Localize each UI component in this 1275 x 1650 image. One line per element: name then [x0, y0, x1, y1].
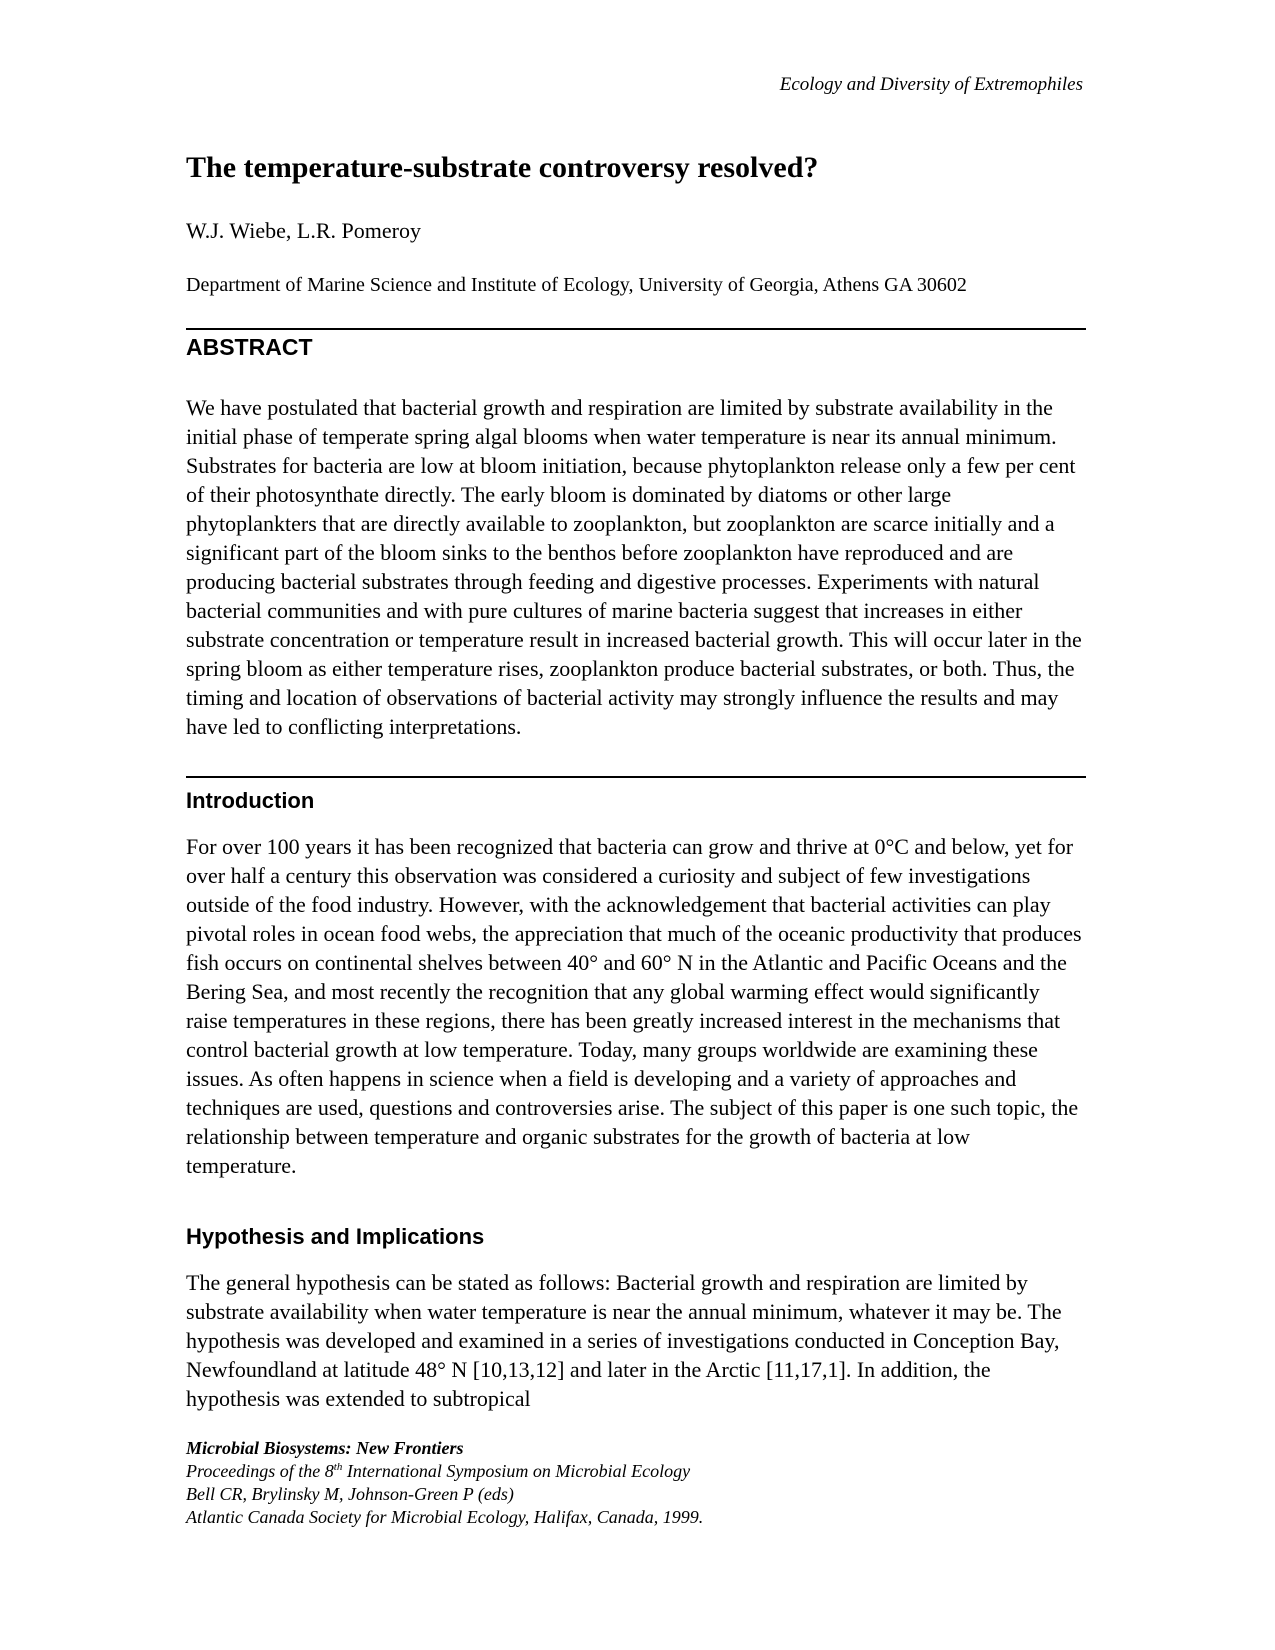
- hypothesis-heading: Hypothesis and Implications: [186, 1224, 485, 1249]
- publication-footer: [186, 1437, 703, 1529]
- affiliation: Department of Marine Science and Institute of Ecology, University of Georgia, Athens GA 30602: [186, 274, 967, 296]
- ordinal-superscript: th: [333, 1461, 343, 1473]
- authors: W.J. Wiebe, L.R. Pomeroy: [186, 218, 421, 243]
- introduction-heading: Introduction: [186, 788, 315, 813]
- proceedings-line: [186, 1460, 703, 1483]
- abstract-heading: ABSTRACT: [186, 334, 313, 360]
- abstract-text: We have postulated that bacterial growth and respiration are limited by substrate availability in the initial phase of temperate spring algal blooms when water temperature is near its annual minimum. Substrates for bacteria are low at bloom initiation, because phytoplankton release only a few per cent of their photosynthate directly. The early bloom is dominated by diatoms or other large phytoplankters that are directly available to zooplankton, but zooplankton are scarce initially and a significant part of the bloom sinks to the benthos before zooplankton have reproduced and are producing bacterial substrates through feeding and digestive processes. Experiments with natural bacterial communities and with pure cultures of marine bacteria suggest that increases in either substrate concentration or temperature result in increased bacterial growth. This will occur later in the spring bloom as either temperature rises, zooplankton produce bacterial substrates, or both. Thus, the timing and location of observations of bacterial activity may strongly influence the results and may have led to conflicting interpretations.: [186, 395, 1082, 739]
- hypothesis-text: The general hypothesis can be stated as follows: Bacterial growth and respiration are limited by substrate availability when water temperature is near the annual minimum, whatever it may be. The hypothesis was developed and examined in a series of investigations conducted in Conception Bay, Newfoundland at latitude 48° N [10,13,12] and later in the Arctic [11,17,1]. In addition, the hypothesis was extended to subtropical: [186, 1270, 1062, 1411]
- abstract-bottom-rule: [186, 776, 1086, 778]
- editors-line: Bell CR, Brylinsky M, Johnson-Green P (eds): [186, 1484, 514, 1504]
- proceedings-before: Proceedings of the 8: [186, 1461, 334, 1481]
- publisher-line: Atlantic Canada Society for Microbial Ecology, Halifax, Canada, 1999.: [186, 1507, 704, 1527]
- book-title: Microbial Biosystems: New Frontiers: [186, 1438, 464, 1458]
- running-header: Ecology and Diversity of Extremophiles: [779, 74, 1083, 95]
- proceedings-after: International Symposium on Microbial Ecology: [342, 1461, 691, 1481]
- paper-title: The temperature-substrate controversy resolved?: [186, 151, 819, 184]
- abstract-top-rule: [186, 328, 1086, 330]
- introduction-text: For over 100 years it has been recognized that bacteria can grow and thrive at 0°C and below, yet for over half a century this observation was considered a curiosity and subject of few investigations outside of the food industry. However, with the acknowledgement that bacterial activities can play pivotal roles in ocean food webs, the appreciation that much of the oceanic productivity that produces fish occurs on continental shelves between 40° and 60° N in the Atlantic and Pacific Oceans and the Bering Sea, and most recently the recognition that any global warming effect would significantly raise temperatures in these regions, there has been greatly increased interest in the mechanisms that control bacterial growth at low temperature. Today, many groups worldwide are examining these issues. As often happens in science when a field is developing and a variety of approaches and techniques are used, questions and controversies arise. The subject of this paper is one such topic, the relationship between temperature and organic substrates for the growth of bacteria at low temperature.: [186, 834, 1082, 1178]
